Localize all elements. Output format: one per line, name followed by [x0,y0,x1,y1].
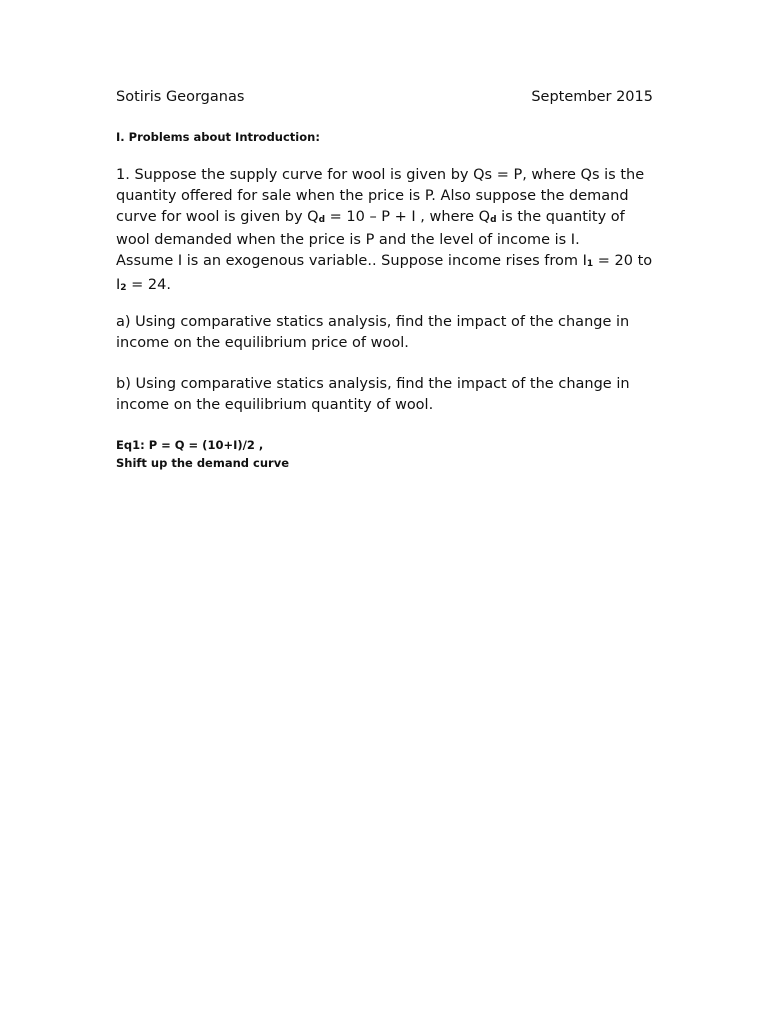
document-date: September 2015 [531,89,653,105]
note-line: Shift up the demand curve [116,456,289,470]
problem-text: curve for wool is given by Q [116,208,319,225]
problem-line: quantity offered for sale when the price is P. Also suppose the demand [116,187,629,204]
answer-note [116,436,289,472]
problem-text: = 20 to [593,253,653,270]
subscript: 2 [120,282,127,293]
problem-text: is the quantity of [496,208,625,225]
problem-text: Assume I is an exogenous variable.. Suppose income rises from I [116,253,587,270]
problem-line [116,207,656,231]
part-b [116,374,656,416]
problem-line: wool demanded when the price is P and the level of income is I. [116,232,580,249]
subscript: d [318,214,326,225]
author-name: Sotiris Georganas [116,89,245,105]
problem-text: = 24. [126,276,171,293]
problem-text: = 10 – P + I , where Q [325,208,491,225]
part-b-line: b) Using comparative statics analysis, find the impact of the change in [116,376,630,392]
problem-line: 1. Suppose the supply curve for wool is given by Qs = P, where Qs is the [116,167,645,183]
note-line: Eq1: P = Q = (10+I)/2 , [116,438,264,452]
problem-line [116,275,656,299]
part-a-line: income on the equilibrium price of wool. [116,334,409,351]
part-a [116,312,656,354]
part-b-line: income on the equilibrium quantity of wool. [116,396,434,413]
part-a-line: a) Using comparative statics analysis, find the impact of the change in [116,314,630,330]
problem-line [116,251,656,275]
problem-text: I [116,276,121,293]
section-title: I. Problems about Introduction: [116,130,320,144]
document-header [116,89,653,109]
problem-1 [116,165,656,299]
subscript: 1 [586,259,594,270]
subscript: d [490,214,497,225]
